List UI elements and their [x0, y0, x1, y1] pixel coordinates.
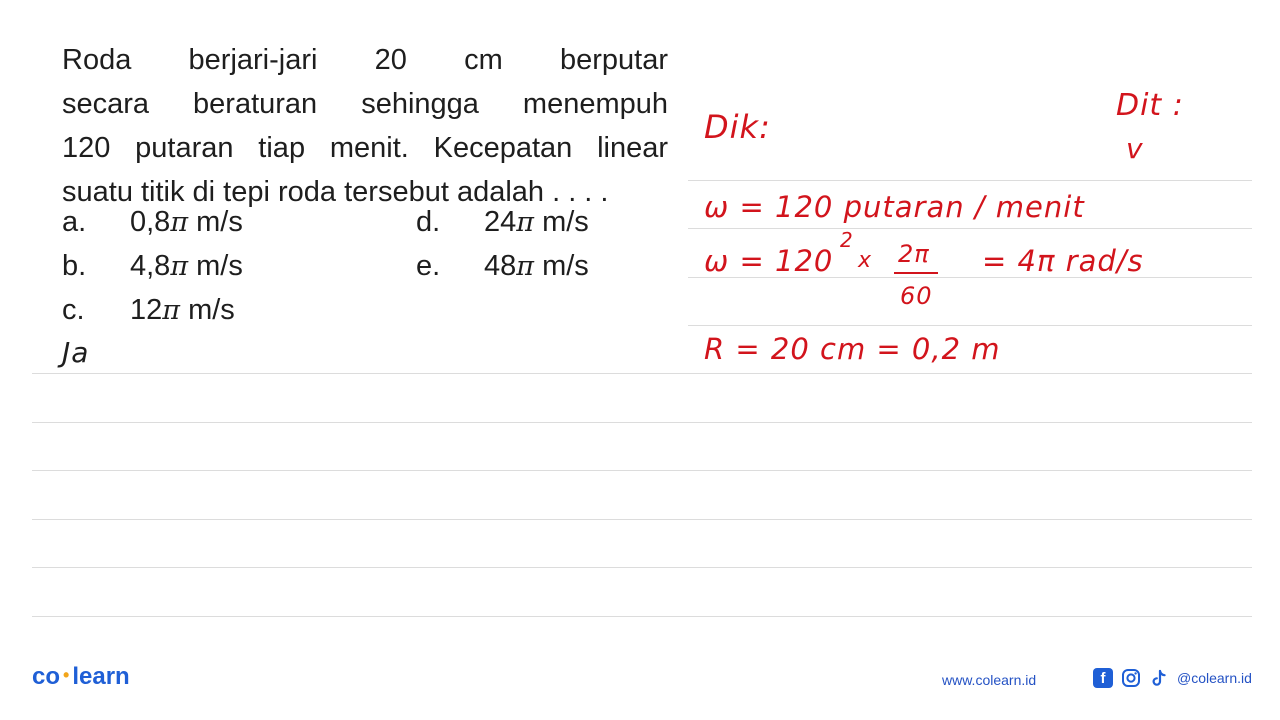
option-unit: m/s — [180, 294, 235, 326]
logo-text-right: learn — [72, 663, 130, 690]
handwritten-answer-mark: Ja — [62, 336, 90, 369]
pi-symbol: π — [516, 207, 535, 238]
option-letter: a. — [62, 206, 87, 238]
facebook-icon[interactable]: f — [1093, 668, 1113, 688]
handwritten-times-sign: x — [858, 248, 873, 273]
handwritten-dit-value: v — [1126, 132, 1144, 165]
option-letter: c. — [62, 294, 85, 326]
option-a[interactable] — [62, 200, 243, 244]
handwritten-cancel-superscript: 2 — [840, 228, 854, 252]
pi-symbol: π — [516, 251, 535, 282]
fraction-bar — [894, 272, 938, 274]
website-link[interactable]: www.colearn.id — [942, 672, 1037, 688]
option-value: 48 — [484, 250, 517, 282]
tiktok-icon[interactable] — [1149, 668, 1169, 688]
handwritten-angular-speed: ω = 120 putaran / menit — [704, 190, 1085, 224]
question-line: suatu titik di tepi roda tersebut adalah . . . . — [62, 176, 609, 208]
ruled-line — [688, 228, 1252, 229]
option-value: 24 — [484, 206, 517, 238]
handwritten-conversion-result: = 4π rad/s — [982, 244, 1144, 278]
pi-symbol: π — [170, 251, 189, 282]
question-line: 120 putaran tiap menit. Kecepatan linear — [62, 132, 668, 164]
ruled-line — [32, 470, 1252, 471]
option-b[interactable] — [62, 244, 243, 288]
option-value: 12 — [130, 294, 163, 326]
handwritten-conversion-lhs: ω = 120 — [704, 244, 834, 278]
handwritten-dik-label: Dik: — [704, 108, 771, 146]
pi-symbol: π — [162, 295, 181, 326]
option-unit: m/s — [534, 250, 589, 282]
logo-text-left: co — [32, 663, 61, 690]
question-line: Roda berjari-jari 20 cm berputar — [62, 44, 668, 76]
option-letter: d. — [416, 206, 441, 238]
ruled-line — [32, 519, 1252, 520]
option-e[interactable] — [416, 244, 589, 288]
ruled-line — [32, 567, 1252, 568]
social-links — [1093, 668, 1252, 688]
option-unit: m/s — [188, 206, 243, 238]
handwritten-radius: R = 20 cm = 0,2 m — [704, 332, 1001, 366]
option-unit: m/s — [534, 206, 589, 238]
logo-dot-icon: • — [63, 665, 70, 685]
handwritten-fraction-denominator: 60 — [900, 282, 933, 310]
ruled-line — [688, 325, 1252, 326]
option-d[interactable] — [416, 200, 589, 244]
handwritten-dit-label: Dit : — [1116, 88, 1184, 123]
option-unit: m/s — [188, 250, 243, 282]
ruled-line — [32, 422, 1252, 423]
option-value: 0,8 — [130, 206, 171, 238]
pi-symbol: π — [170, 207, 189, 238]
option-letter: e. — [416, 250, 441, 282]
instagram-icon[interactable] — [1121, 668, 1141, 688]
ruled-line — [32, 616, 1252, 617]
social-handle[interactable]: @colearn.id — [1177, 670, 1252, 686]
ruled-line — [688, 180, 1252, 181]
question-text — [62, 38, 668, 214]
ruled-line — [32, 373, 1252, 374]
colearn-logo — [32, 663, 130, 691]
option-c[interactable] — [62, 288, 235, 332]
handwritten-fraction-numerator: 2π — [898, 240, 930, 268]
option-value: 4,8 — [130, 250, 171, 282]
question-line: secara beraturan sehingga menempuh — [62, 88, 668, 120]
option-letter: b. — [62, 250, 87, 282]
